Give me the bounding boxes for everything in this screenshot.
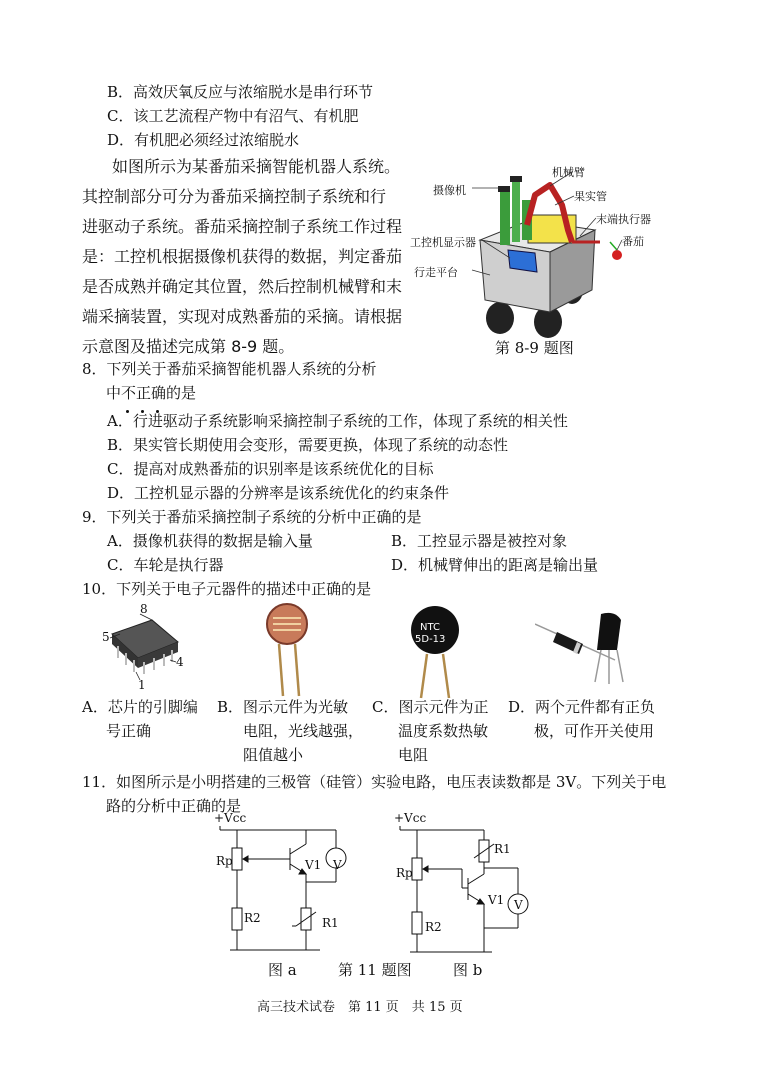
option-line: 阻值越小: [243, 746, 304, 764]
circuit-b-meter: V: [514, 898, 523, 912]
photoresistor-image: [255, 600, 325, 698]
label-camera: 摄像机: [433, 184, 466, 197]
option-line: A．芯片的引脚编: [82, 698, 198, 716]
intro-line: 是否成熟并确定其位置，然后控制机械臂和末: [82, 277, 403, 296]
label-platform: 行走平台: [414, 266, 458, 279]
question-9-stem: 9．下列关于番茄采摘控制子系统的分析中正确的是: [82, 508, 422, 526]
circuit-b-v1: V1: [488, 893, 505, 907]
option-line: C．提高对成熟番茄的识别率是该系统优化的目标: [107, 460, 434, 478]
option-line: B．高效厌氧反应与浓缩脱水是串行环节: [107, 83, 374, 101]
intro-line: 端采摘装置，实现对成熟番茄的采摘。请根据: [82, 307, 403, 326]
pin-label: 5: [102, 630, 110, 644]
label-tomato: 番茄: [622, 235, 644, 248]
circuit-b-diagram: [392, 818, 542, 958]
pin-label: 1: [138, 678, 146, 692]
emphasis-text: 不正确: [121, 384, 166, 402]
intro-line: 是：工控机根据摄像机获得的数据，判定番茄: [82, 247, 403, 266]
question-10-stem: 10．下列关于电子元器件的描述中正确的是: [82, 580, 372, 598]
option-line: 温度系数热敏: [398, 722, 489, 740]
label-arm: 机械臂: [552, 166, 585, 179]
circuit-a-caption: 图 a: [268, 961, 297, 979]
circuit-a-diagram: [210, 818, 360, 958]
option-line: B．果实管长期使用会变形，需要更换，体现了系统的动态性: [107, 436, 509, 454]
ntc-thermistor-image: [405, 604, 465, 700]
option-line: D．两个元件都有正负: [508, 698, 656, 716]
label-fruit-tube: 果实管: [574, 190, 607, 203]
option-line: A．摄像机获得的数据是输入量: [107, 532, 313, 550]
ntc-label-2: 5D-13: [415, 634, 446, 645]
option-line: B．图示元件为光敏: [217, 698, 349, 716]
circuit-b-vcc: +Vcc: [394, 811, 427, 825]
figure-caption: 第 11 题图: [338, 961, 412, 979]
intro-line: 其控制部分可分为番茄采摘控制子系统和行: [82, 187, 387, 206]
circuit-a-rp: Rp: [216, 854, 233, 868]
option-line: C．图示元件为正: [372, 698, 489, 716]
option-line: 电阻，光线越强，: [243, 722, 364, 740]
pin-label: 8: [140, 602, 148, 616]
ntc-label-1: NTC: [420, 622, 440, 633]
circuit-b-r1: R1: [494, 842, 511, 856]
intro-line: 进驱动子系统。番茄采摘控制子系统工作过程: [82, 217, 403, 236]
circuit-a-vcc: +Vcc: [214, 811, 247, 825]
circuit-a-r1: R1: [322, 916, 339, 930]
option-line: 号正确: [106, 722, 152, 740]
option-line: C．车轮是执行器: [107, 556, 224, 574]
option-line: 极，可作开关使用: [534, 722, 655, 740]
question-8-stem-line2: 中不正确 的是: [106, 381, 196, 405]
question-11-stem-line2: 路的分析中正确的是: [106, 797, 242, 815]
robot-leader-lines: [400, 160, 660, 340]
option-line: D．工控机显示器的分辨率是该系统优化的约束条件: [107, 484, 450, 502]
figure-caption: 第 8-9 题图: [495, 339, 574, 357]
option-line: D．有机肥必须经过浓缩脱水: [107, 131, 300, 149]
page-footer: 高三技术试卷 第 11 页 共 15 页: [257, 1000, 463, 1015]
option-line: D．机械臂伸出的距离是输出量: [391, 556, 599, 574]
circuit-b-caption: 图 b: [453, 961, 483, 979]
circuit-b-r2: R2: [425, 920, 442, 934]
pin-label: 4: [176, 655, 184, 669]
diode-and-transistor-image: [535, 606, 645, 688]
intro-line: 示意图及描述完成第 8-9 题。: [82, 337, 295, 356]
option-line: 电阻: [398, 746, 429, 764]
question-11-stem: 11．如图所示是小明搭建的三极管（硅管）实验电路，电压表读数都是 3V。下列关于电: [82, 773, 667, 791]
option-line: A．行进驱动子系统影响采摘控制子系统的工作，体现了系统的相关性: [107, 412, 568, 430]
circuit-b-rp: Rp: [396, 866, 413, 880]
circuit-a-v1: V1: [305, 858, 322, 872]
option-line: C．该工艺流程产物中有沼气、有机肥: [107, 107, 359, 125]
intro-line: 如图所示为某番茄采摘智能机器人系统。: [112, 157, 401, 176]
option-line: B．工控显示器是被控对象: [391, 532, 568, 550]
circuit-a-r2: R2: [244, 911, 261, 925]
label-display: 工控机显示器: [410, 236, 476, 249]
question-8-stem: 8．下列关于番茄采摘智能机器人系统的分析: [82, 360, 377, 378]
circuit-a-meter: V: [333, 858, 342, 872]
label-end-effector: 末端执行器: [596, 213, 651, 226]
